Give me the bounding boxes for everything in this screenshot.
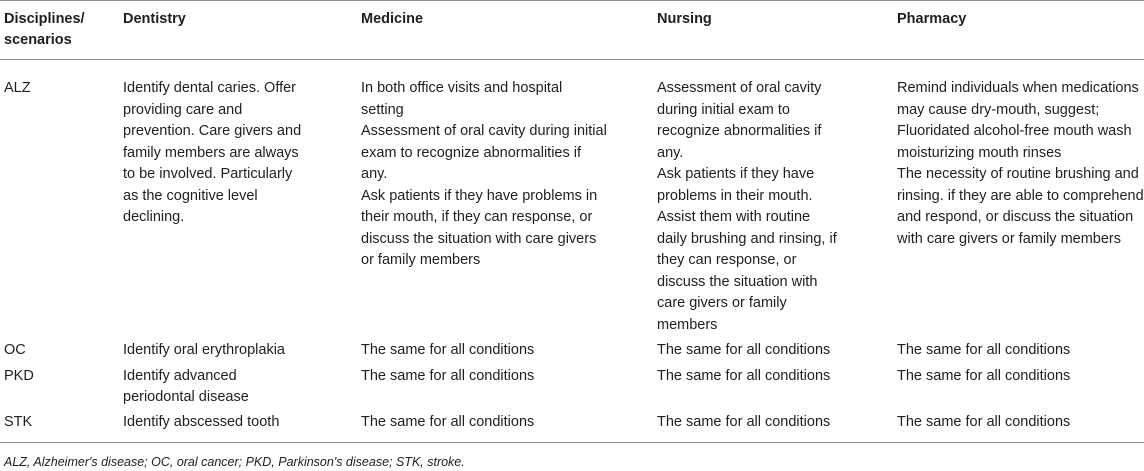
pharmacy-cell (887, 60, 1144, 337)
cell-text-line: rinsing. if they are able to comprehend (897, 187, 1144, 204)
cell-text-line: problems in their mouth. (657, 187, 813, 204)
cell-text-line: The same for all conditions (361, 367, 535, 384)
medicine-cell (356, 409, 652, 443)
cell-text-line: Ask patients if they have (657, 166, 815, 182)
table-row (0, 409, 1144, 443)
cell-text-line: as the cognitive level (123, 187, 258, 204)
pharmacy-cell (887, 362, 1144, 409)
cell-text-line: recognize abnormalities if (657, 123, 822, 139)
scenario-cell: ALZ (4, 80, 31, 96)
cell-text-line: declining. (123, 209, 185, 225)
cell-text-line: Identify dental caries. Offer (123, 80, 297, 96)
header-row (0, 1, 1144, 60)
cell-text-line: scenarios (4, 32, 72, 48)
table-row (0, 60, 1144, 337)
cell-text-line: daily brushing and rinsing, if (657, 230, 837, 247)
medicine-cell (356, 60, 652, 337)
cell-text-line: may cause dry-mouth, suggest; (897, 101, 1100, 118)
table-footnote: ALZ, Alzheimer's disease; OC, oral cancer; PKD, Parkinson's disease; STK, stroke. (4, 455, 465, 469)
dentistry-cell (121, 60, 356, 337)
cell-text-line: Identify advanced (123, 367, 237, 384)
dentistry-cell (121, 362, 356, 409)
cell-text-line: The same for all conditions (897, 413, 1071, 430)
scenario-cell: STK (4, 413, 33, 430)
scenario-cell: PKD (4, 367, 34, 384)
cell-text-line: The same for all conditions (657, 367, 831, 384)
cell-text-line: The same for all conditions (657, 342, 831, 358)
header-cell: Nursing (657, 11, 712, 27)
cell-text-line: moisturizing mouth rinses (897, 144, 1062, 161)
table-body (0, 60, 1144, 443)
cell-text-line: discuss the situation with (657, 273, 818, 290)
cell-text-line: care givers or family (657, 295, 787, 311)
cell-text-line: Ask patients if they have problems in (361, 187, 598, 204)
dentistry-cell (121, 409, 356, 443)
cell-text-line: setting (361, 101, 404, 118)
cell-text-line: Assist them with routine (657, 209, 811, 225)
cell-text-line: to be involved. Particularly (123, 166, 293, 182)
cell-text-line: Assessment of oral cavity (657, 80, 822, 96)
scenario-cell: OC (4, 342, 26, 358)
cell-text-line: and respond, or discuss the situation (897, 209, 1134, 225)
cell-text-line: Remind individuals when medications (897, 80, 1139, 96)
cell-text-line: prevention. Care givers and (123, 123, 302, 139)
header-cell (0, 1, 121, 60)
cell-text-line: The same for all conditions (657, 413, 831, 430)
cell-text-line: Fluoridated alcohol-free mouth wash (897, 123, 1132, 139)
header-cell: Medicine (361, 11, 424, 27)
cell-text-line: Identify abscessed tooth (123, 413, 280, 430)
cell-text-line: members (657, 316, 718, 333)
cell-text-line: providing care and (123, 101, 243, 118)
cell-text-line: they can response, or (657, 252, 797, 268)
cell-text-line: with care givers or family members (897, 230, 1121, 247)
cell-text-line: any. (657, 144, 684, 161)
nursing-cell (652, 336, 887, 362)
cell-text-line: The same for all conditions (897, 367, 1071, 384)
cell-text-line: exam to recognize abnormalities if (361, 144, 582, 161)
nursing-cell (652, 362, 887, 409)
cell-text-line: periodontal disease (123, 389, 249, 405)
header-cell: Dentistry (123, 11, 186, 27)
cell-text-line: The same for all conditions (361, 413, 535, 430)
pharmacy-cell (887, 409, 1144, 443)
table-row (0, 362, 1144, 409)
cell-text-line: Assessment of oral cavity during initial (361, 123, 607, 139)
nursing-cell (652, 409, 887, 443)
cell-text-line: Disciplines/ (4, 11, 85, 27)
cell-text-line: The same for all conditions (361, 342, 535, 358)
cell-text-line: their mouth, if they can response, or (361, 209, 593, 225)
nursing-cell (652, 60, 887, 337)
cell-text-line: or family members (361, 252, 481, 268)
medicine-cell (356, 336, 652, 362)
cell-text-line: discuss the situation with care givers (361, 230, 597, 247)
cell-text-line: any. (361, 166, 388, 182)
table-row (0, 336, 1144, 362)
cell-text-line: The same for all conditions (897, 342, 1071, 358)
cell-text-line: The necessity of routine brushing and (897, 166, 1139, 182)
cell-text-line: during initial exam to (657, 101, 790, 118)
cell-text-line: In both office visits and hospital (361, 80, 563, 96)
dentistry-cell (121, 336, 356, 362)
header-cell: Pharmacy (897, 11, 967, 27)
cell-text-line: family members are always (123, 144, 299, 161)
table-header (0, 1, 1144, 60)
medicine-cell (356, 362, 652, 409)
pharmacy-cell (887, 336, 1144, 362)
cell-text-line: Identify oral erythroplakia (123, 342, 285, 358)
